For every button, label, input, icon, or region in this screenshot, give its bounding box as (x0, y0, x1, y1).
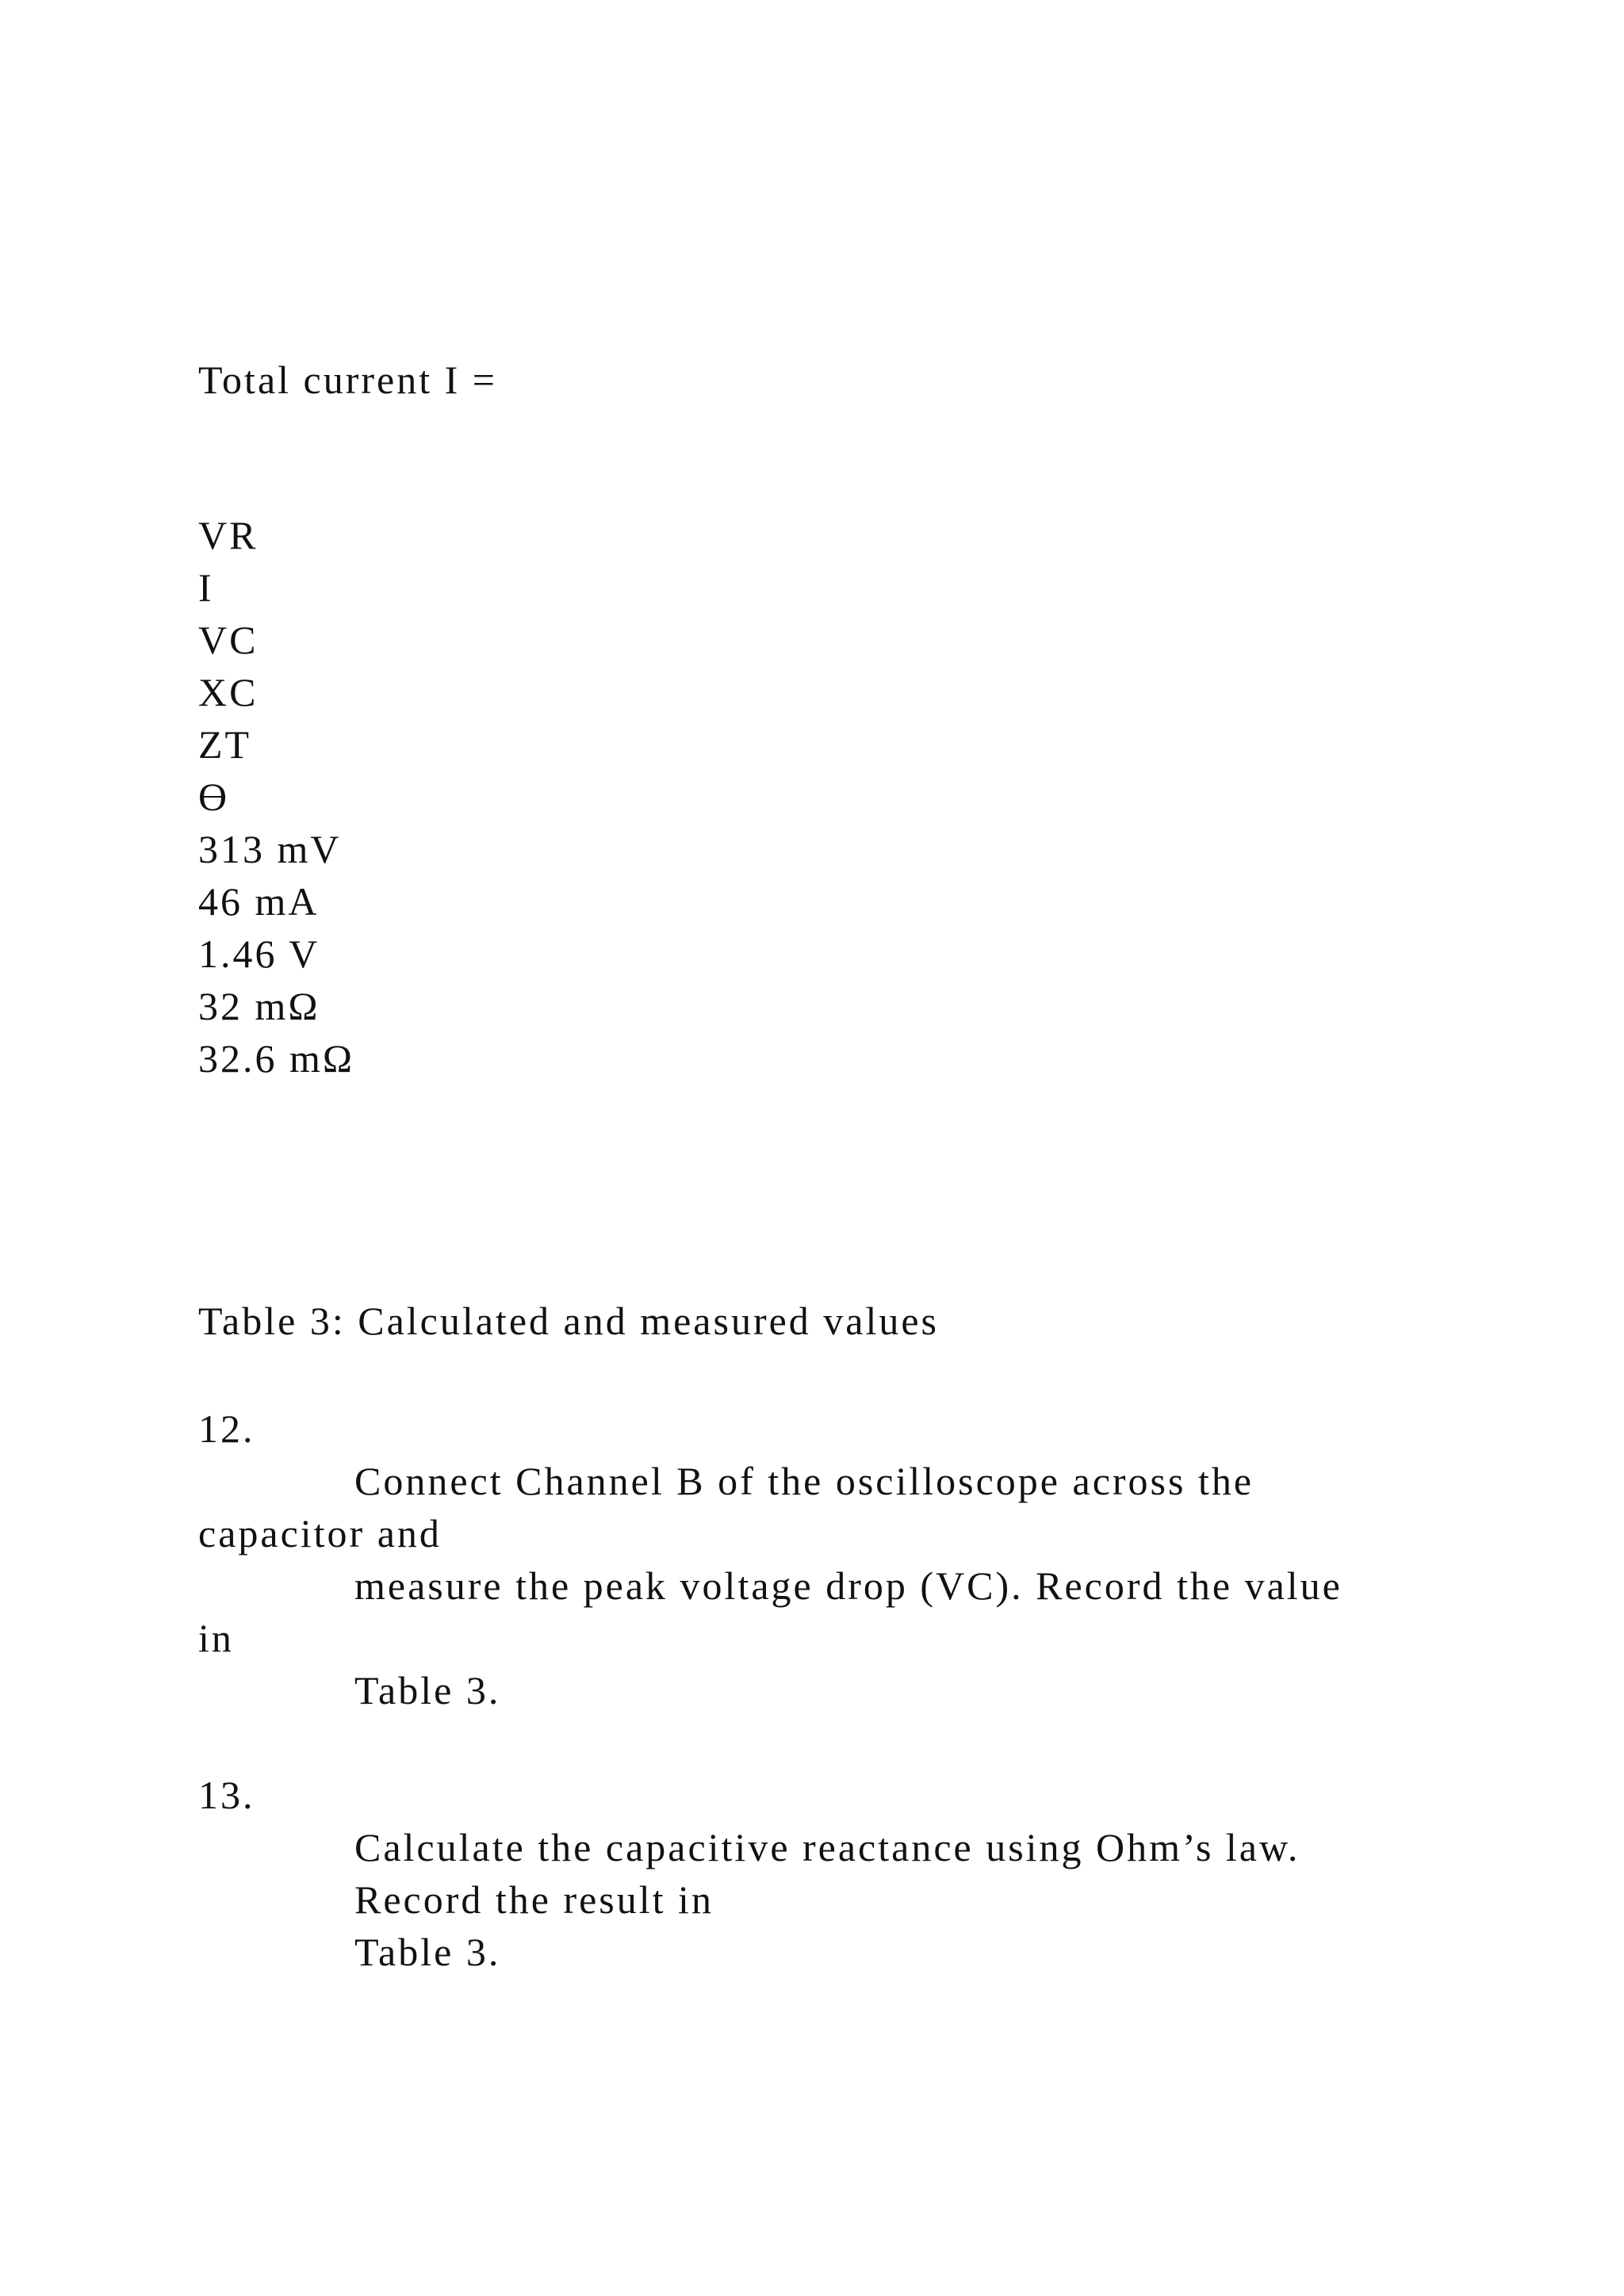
table-cell: 313 mV (198, 827, 342, 871)
step-number: 13. (198, 1773, 255, 1817)
table-caption: Table 3: Calculated and measured values (198, 1299, 940, 1343)
table-cell: 1.46 V (198, 932, 320, 976)
table-cell: XC (198, 670, 259, 714)
table-cell: 32 mΩ (198, 984, 320, 1028)
total-current-label: Total current I = (198, 358, 497, 402)
step-text-line: Calculate the capacitive reactance using Ohm’s law. (354, 1825, 1300, 1869)
table-cell: VR (198, 513, 259, 557)
table-cell: ϴ (198, 775, 230, 819)
step-text-line: Table 3. (354, 1668, 501, 1712)
step-text-line: in (198, 1616, 234, 1660)
step-text-line: measure the peak voltage drop (VC). Record the value (354, 1563, 1342, 1608)
table-cell: VC (198, 618, 259, 662)
table-cell: ZT (198, 722, 252, 767)
table-cell: 32.6 mΩ (198, 1036, 355, 1081)
step-text-line: capacitor and (198, 1511, 442, 1556)
step-number: 12. (198, 1406, 255, 1451)
step-text-line: Table 3. (354, 1930, 501, 1974)
table-cell: I (198, 565, 214, 610)
step-text-line: Connect Channel B of the oscilloscope across the (354, 1459, 1254, 1503)
step-text-line: Record the result in (354, 1877, 714, 1922)
table-cell: 46 mA (198, 879, 320, 924)
